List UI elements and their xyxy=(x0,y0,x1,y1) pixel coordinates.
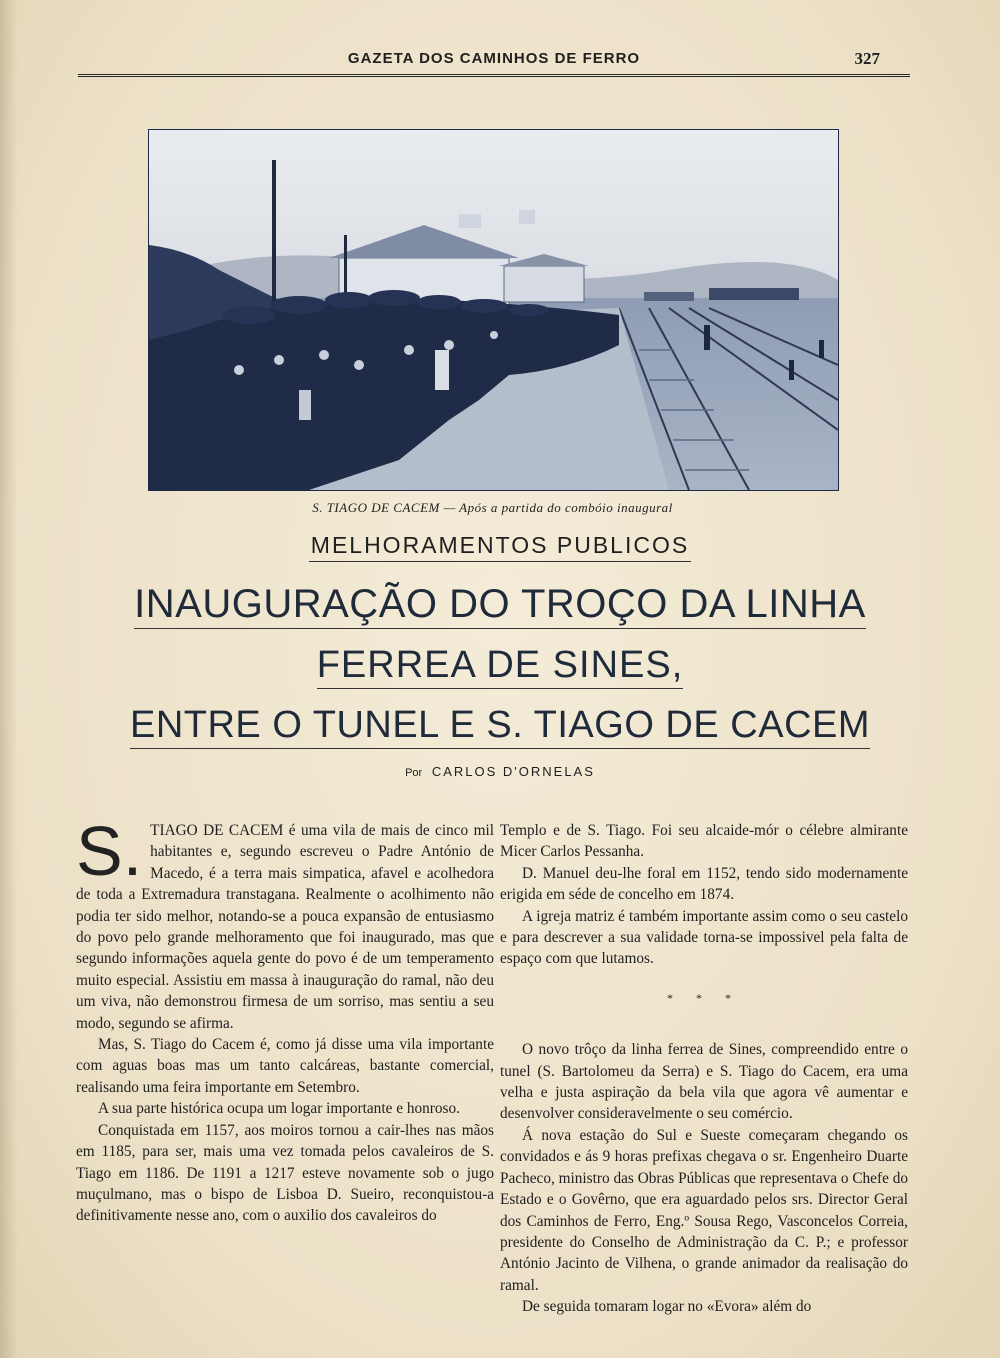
photo-caption: S. TIAGO DE CACEM — Após a partida do combóio inaugural xyxy=(312,500,673,515)
paragraph-text: TIAGO DE CACEM é uma vila de mais de cinco mil habitantes e, segundo escreveu o Padre António de Macedo, é a terra mais simpatica, afavel e acolhedora de toda a Extremadura transtagana. Realmente o acolhimento não podia ter sido melhor, notando-se a pouca expansão de entusiasmo do povo pelo grande melhoramento que foi inaugurado, mas que segundo informações aquela gente do povo é de um temperamento muito especial. Assistiu em massa à inauguração do ramal, não deu um viva, não demonstrou firmesa de um sorriso, mas sentiu a seu modo, segundo se afirma. xyxy=(76,822,494,1032)
paragraph: Mas, S. Tiago do Cacem é, como já disse uma vila importante com aguas boas mas um tanto calcáreas, bastante comercial, realisando uma feira importante em Setembro. xyxy=(76,1036,494,1096)
paragraph: Á nova estação do Sul e Sueste começaram chegando os convidados e ás 9 horas prefixas chegava o sr. Engenheiro Duarte Pacheco, ministro das Obras Públicas que representava o Chefe do Estado e o Govêrno, que era aguardado pelos srs. Director Geral dos Caminhos de Ferro, Eng.º Sousa Rego, Vasconcelos Correia, presidente do Conselho de Administração da C. P.; e professor António Jacinto de Vilhena, o grande animador da realisação do ramal. xyxy=(500,1126,908,1294)
paragraph: O novo trôço da linha ferrea de Sines, compreendido entre o tunel (S. Bartolomeu da Serra) e S. Tiago do Cacem, era uma velha e justa aspiração da bela vila que agora vê aumentar e desenvolver consideravelmente o seu comércio. xyxy=(500,1041,908,1123)
byline-prefix: Por xyxy=(405,767,423,779)
kicker-text: MELHORAMENTOS PUBLICOS xyxy=(309,532,691,562)
paragraph: A sua parte histórica ocupa um logar importante e honroso. xyxy=(98,1100,460,1118)
headline-text-3: ENTRE O TUNEL E S. TIAGO DE CACEM xyxy=(130,706,870,749)
paragraph: D. Manuel deu-lhe foral em 1152, tendo sido modernamente erigida em séde de concelho em 1874. xyxy=(500,864,908,904)
station-photo-illustration xyxy=(149,130,838,490)
byline xyxy=(0,764,1000,779)
section-separator: * * * xyxy=(667,990,741,1005)
article-column-right xyxy=(500,820,908,1318)
paragraph: De seguida tomaram logar no «Evora» além do xyxy=(522,1298,812,1316)
paragraph: Conquistada em 1157, aos moiros tornou a cair-lhes nas mãos em 1185, para ser, mais uma vez tomada pelos cavaleiros de S. Tiago em 1186. De 1191 a 1217 esteve novamente sob o jugo muçulmano, mas o bispo de Lisboa D. Sueiro, reconquistou-a definitivamente nesse ano, com o auxilio dos cavaleiros do xyxy=(76,1121,494,1225)
headline-line-1 xyxy=(60,584,940,629)
paragraph: A igreja matriz é também importante assim como o seu castelo e para descrever a sua validade torna-se impossivel pela falta de espaço com que lutamos. xyxy=(500,907,908,968)
headline-line-3 xyxy=(60,706,940,749)
article-column-left xyxy=(76,812,494,1227)
page-binding-shadow xyxy=(0,0,18,1358)
author-name: CARLOS D'ORNELAS xyxy=(431,764,595,779)
headline-text-1: INAUGURAÇÃO DO TROÇO DA LINHA xyxy=(134,584,866,629)
station-photo xyxy=(148,129,839,491)
page-header xyxy=(78,48,910,77)
section-kicker xyxy=(0,532,1000,562)
headline-text-2: FERREA DE SINES, xyxy=(317,646,684,689)
headline-line-2 xyxy=(60,646,940,689)
drop-cap: S. xyxy=(76,812,143,890)
paragraph: Templo e de S. Tiago. Foi seu alcaide-mór o célebre almirante Micer Carlos Pessanha. xyxy=(500,822,908,861)
paragraph xyxy=(76,812,494,1034)
page-number: 327 xyxy=(854,49,880,68)
publication-title: GAZETA DOS CAMINHOS DE FERRO xyxy=(347,50,641,67)
